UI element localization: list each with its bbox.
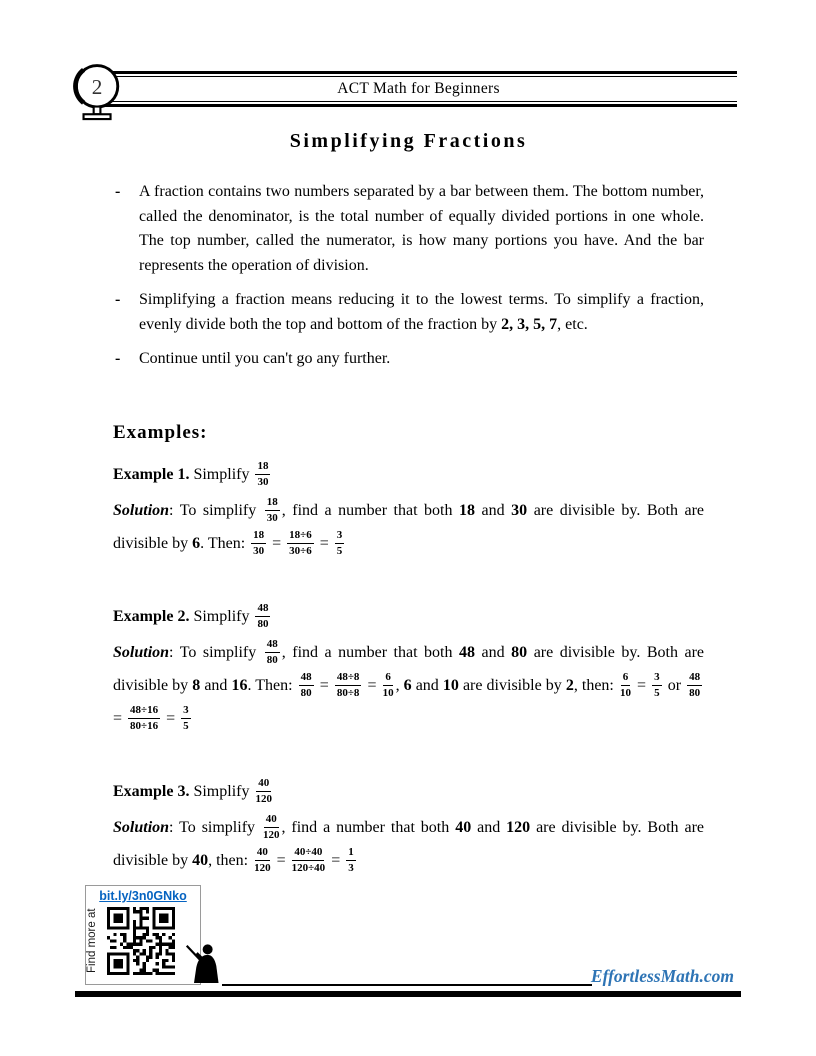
text-segment: are divisible by xyxy=(458,676,566,694)
fraction: $\frac{40}{120}$ xyxy=(255,777,272,806)
text-segment: 2 xyxy=(565,676,574,694)
text-segment: . Then: xyxy=(247,676,297,694)
page-number-globe-icon xyxy=(71,62,125,126)
fraction: $\frac{40}{120}$ xyxy=(262,813,280,842)
text-segment: , then: xyxy=(573,676,618,694)
fraction: $\frac{48}{80}$ xyxy=(689,671,701,700)
text-segment: A fraction contains two numbers separated by a bar between them. The bottom number, called the denominator, is the total number of equally divided portions in one whole. The top number, called the numerator, is how many portions you have. And the bar represents the operation of division. xyxy=(139,183,704,274)
text-segment: = xyxy=(632,676,651,694)
header-rule-thick-bottom xyxy=(100,104,737,107)
fraction: $\frac{40}{120}$ xyxy=(254,846,271,875)
bullet-item xyxy=(113,347,704,372)
fraction: $\frac{3}{5}$ xyxy=(654,671,660,700)
text-segment: : To simplify xyxy=(169,818,261,836)
text-segment: Simplify xyxy=(189,465,254,483)
content xyxy=(113,130,704,919)
fraction: $\frac{48\div 8}{80\div 8}$ xyxy=(336,671,360,700)
bullet-list xyxy=(113,180,704,372)
qr-code-icon xyxy=(107,907,175,975)
text-segment: 40 xyxy=(455,818,472,836)
text-segment: , find a number that both xyxy=(281,501,460,519)
text-segment: 40 xyxy=(192,851,209,869)
text-segment: 16 xyxy=(231,676,248,694)
bullet-text xyxy=(139,347,704,372)
text-segment: Simplifying a fraction means reducing it to the lowest terms. To simplify a fraction, evenly divide both the top and bottom of the fraction by xyxy=(139,291,704,333)
text-segment: Solution xyxy=(113,818,170,836)
fraction: $\frac{3}{5}$ xyxy=(183,704,189,733)
text-segment: 10 xyxy=(442,676,459,694)
text-segment: Continue until you can't go any further. xyxy=(139,350,391,367)
text-segment: Solution xyxy=(113,501,170,519)
text-segment: Example 1. xyxy=(113,465,190,483)
text-segment: and xyxy=(411,676,443,694)
page-number: 2 xyxy=(91,75,103,99)
fraction: $\frac{48}{80}$ xyxy=(266,638,278,667)
footer-rule-thin xyxy=(222,984,592,986)
bullet-dash: - xyxy=(115,350,121,367)
text-segment: 8 xyxy=(192,676,201,694)
text-segment: 120 xyxy=(506,818,531,836)
text-segment: = xyxy=(327,851,345,869)
text-segment: , xyxy=(395,676,404,694)
text-segment: , find a number that both xyxy=(281,818,456,836)
text-segment: : To simplify xyxy=(169,501,263,519)
page-title: Simplifying Fractions xyxy=(289,130,528,152)
text-segment: Simplify xyxy=(189,607,254,625)
example-heading xyxy=(113,460,704,490)
site-link[interactable]: EffortlessMath.com xyxy=(590,966,734,986)
footer-rule-thick xyxy=(75,991,741,997)
text-segment: : To simplify xyxy=(169,643,263,661)
text-segment: 30 xyxy=(511,501,528,519)
fraction: $\frac{1}{3}$ xyxy=(348,846,354,875)
text-segment: 48 xyxy=(459,643,476,661)
fraction: $\frac{18}{30}$ xyxy=(266,496,278,525)
header-rule-thin-bottom xyxy=(100,101,737,102)
text-segment: Example 3. xyxy=(113,782,190,800)
example-heading xyxy=(113,602,704,632)
text-segment: and xyxy=(475,501,512,519)
text-segment: , etc. xyxy=(557,315,588,333)
text-segment: are divisible by. Both are divisible by xyxy=(113,643,705,694)
example-heading xyxy=(113,777,704,807)
text-segment: Example 2. xyxy=(113,607,190,625)
text-segment: Simplify xyxy=(189,782,254,800)
text-segment: are divisible by. Both are divisible by xyxy=(113,818,705,869)
bullet-text xyxy=(139,180,704,278)
teacher-pointer-icon xyxy=(184,938,224,988)
fraction: $\frac{18}{30}$ xyxy=(257,460,269,489)
text-segment: , find a number that both xyxy=(281,643,460,661)
text-segment: , then: xyxy=(208,851,253,869)
text-segment: = xyxy=(272,851,290,869)
fraction: $\frac{6}{10}$ xyxy=(382,671,394,700)
fraction: $\frac{18}{30}$ xyxy=(253,529,265,558)
fraction: $\frac{3}{5}$ xyxy=(336,529,343,558)
find-more-label: Find more at xyxy=(86,908,98,974)
header-rule xyxy=(100,71,737,107)
bitly-link[interactable]: bit.ly/3n0GNko xyxy=(99,889,187,903)
text-segment: 6 xyxy=(403,676,412,694)
example-block-3 xyxy=(113,777,704,877)
text-segment: = xyxy=(162,709,180,727)
bullet-item xyxy=(113,180,704,278)
text-segment: or xyxy=(663,676,686,694)
fraction: $\frac{18\div 6}{30\div 6}$ xyxy=(289,529,312,558)
text-segment: = xyxy=(315,534,333,552)
examples-heading: Examples: xyxy=(113,421,208,443)
fraction: $\frac{48}{80}$ xyxy=(300,671,312,700)
text-segment: 2, 3, 5, 7 xyxy=(501,315,558,333)
text-segment: are divisible by. Both are divisible by xyxy=(113,501,705,552)
text-segment: and xyxy=(200,676,232,694)
text-segment: and xyxy=(475,643,512,661)
example-solution xyxy=(113,494,704,560)
bullet-dash: - xyxy=(115,291,121,308)
text-segment: 18 xyxy=(459,501,476,519)
text-segment: 6 xyxy=(192,534,201,552)
text-segment: . Then: xyxy=(200,534,250,552)
header-rule-thick-top xyxy=(100,71,737,74)
example-block-2 xyxy=(113,602,704,735)
fraction: $\frac{48}{80}$ xyxy=(257,602,269,631)
bullet-item xyxy=(113,288,704,337)
text-segment: and xyxy=(471,818,507,836)
example-block-1 xyxy=(113,460,704,560)
example-solution xyxy=(113,636,704,735)
example-solution xyxy=(113,811,704,877)
bullet-dash: - xyxy=(115,183,121,200)
text-segment: 80 xyxy=(511,643,528,661)
text-segment: Solution xyxy=(113,643,170,661)
bullet-text xyxy=(139,288,704,337)
text-segment: = xyxy=(268,534,286,552)
fraction: $\frac{48\div 16}{80\div 16}$ xyxy=(130,704,159,733)
text-segment: = xyxy=(113,709,127,727)
text-segment: = xyxy=(363,676,381,694)
book-title: ACT Math for Beginners xyxy=(337,80,500,97)
fraction: $\frac{6}{10}$ xyxy=(619,671,631,700)
qr-row xyxy=(86,905,200,977)
fraction: $\frac{40\div 40}{120\div 40}$ xyxy=(291,846,326,875)
text-segment: = xyxy=(315,676,333,694)
